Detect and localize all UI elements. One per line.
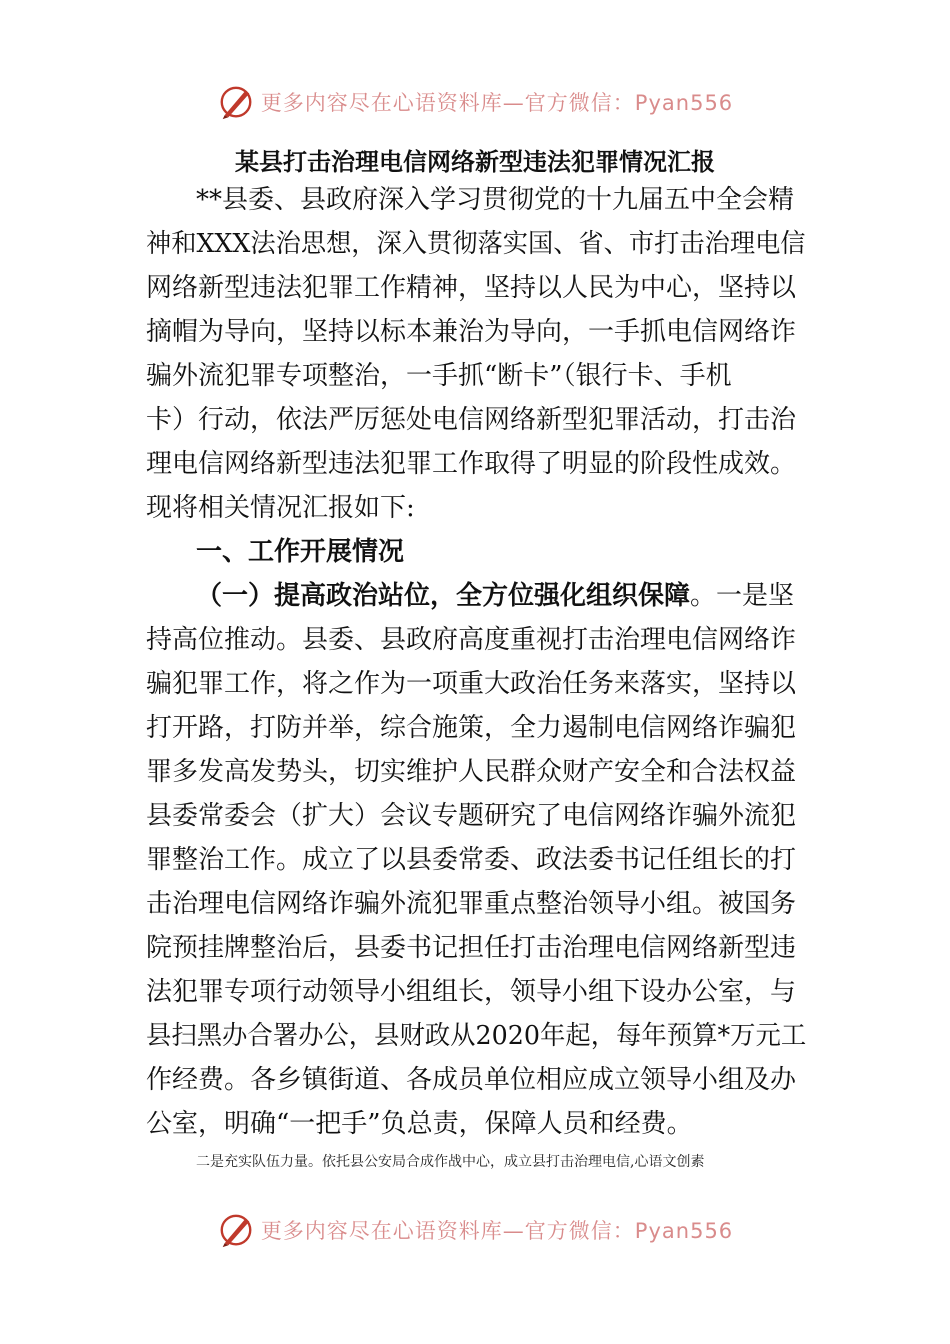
body-line: 骗犯罪工作，将之作为一项重大政治任务来落实，坚持以 xyxy=(146,669,797,699)
pen-logo-icon xyxy=(217,1211,255,1249)
footnote-text: 二是充实队伍力量。依托县公安局合成作战中心，成立县打击治理电信,心语文创素 xyxy=(196,1154,705,1170)
body-line: 网络新型违法犯罪工作精神，坚持以人民为中心，坚持以 xyxy=(146,273,797,303)
body-line: 法犯罪专项行动领导小组组长，领导小组下设办公室，与 xyxy=(146,977,797,1007)
body-line: **县委、县政府深入学习贯彻党的十九届五中全会精 xyxy=(196,185,795,215)
body-line: 县扫黑办合署办公，县财政从2020年起，每年预算*万元工 xyxy=(146,1021,807,1051)
footer-banner xyxy=(0,1208,950,1252)
body-line: 现将相关情况汇报如下: xyxy=(146,493,415,523)
body-line: 持高位推动。县委、县政府高度重视打击治理电信网络诈 xyxy=(146,625,797,655)
body-line: 院预挂牌整治后，县委书记担任打击治理电信网络新型违 xyxy=(146,933,797,963)
pen-logo-icon xyxy=(217,83,255,121)
body-line: 公室，明确“一把手”负总责，保障人员和经费。 xyxy=(146,1109,693,1139)
subsection-heading: （一）提高政治站位，全方位强化组织保障 xyxy=(196,581,691,611)
body-line: 县委常委会（扩大）会议专题研究了电信网络诈骗外流犯 xyxy=(146,801,797,831)
footer-banner-text: 更多内容尽在心语资料库—官方微信：Pyan556 xyxy=(260,1219,734,1243)
body-line: 击治理电信网络诈骗外流犯罪重点整治领导小组。被国务 xyxy=(146,889,797,919)
body-line: 作经费。各乡镇街道、各成员单位相应成立领导小组及办 xyxy=(146,1065,797,1095)
body-line: 骗外流犯罪专项整治，一手抓“断卡”（银行卡、手机 xyxy=(146,361,732,391)
body-line: 打开路，打防并举，综合施策，全力遏制电信网络诈骗犯 xyxy=(146,713,797,743)
header-banner-text: 更多内容尽在心语资料库—官方微信：Pyan556 xyxy=(260,91,734,115)
body-line: 卡）行动，依法严厉惩处电信网络新型犯罪活动，打击治 xyxy=(146,405,797,435)
header-banner xyxy=(0,80,950,124)
body-line: 摘帽为导向，坚持以标本兼治为导向，一手抓电信网络诈 xyxy=(146,317,797,347)
body-line: 理电信网络新型违法犯罪工作取得了明显的阶段性成效。 xyxy=(146,449,797,479)
subsection-line xyxy=(196,574,794,618)
subsection-rest: 。一是坚 xyxy=(690,581,795,611)
document-title: 某县打击治理电信网络新型违法犯罪情况汇报 xyxy=(235,148,715,176)
body-line: 神和XXX法治思想，深入贯彻落实国、省、市打击治理电信 xyxy=(146,229,806,259)
section-heading: 一、工作开展情况 xyxy=(196,537,405,567)
body-line: 罪整治工作。成立了以县委常委、政法委书记任组长的打 xyxy=(146,845,797,875)
body-line: 罪多发高发势头，切实维护人民群众财产安全和合法权益 xyxy=(146,757,797,787)
